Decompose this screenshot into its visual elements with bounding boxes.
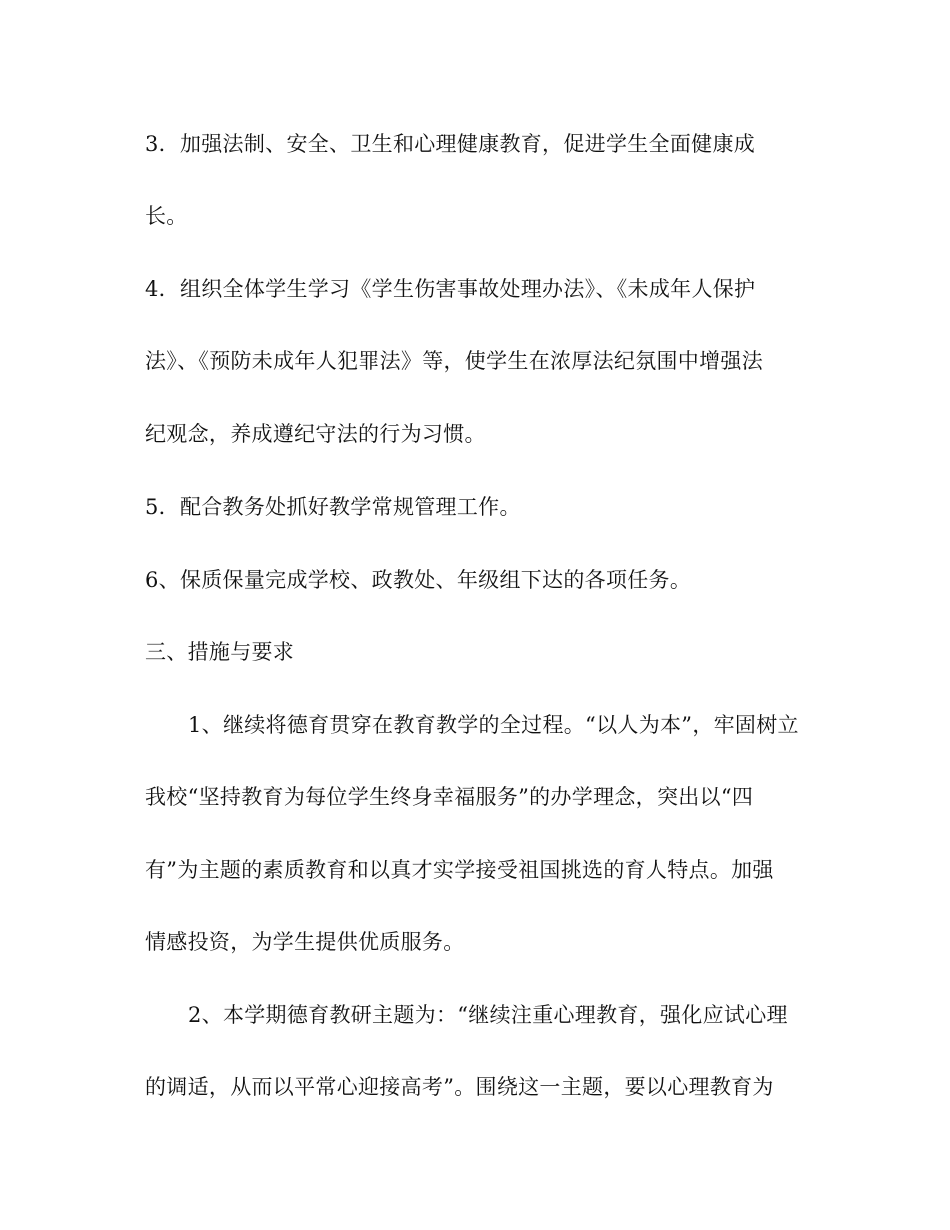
paragraph-line: 我校“坚持教育为每位学生终身幸福服务”的办学理念，突出以“四	[145, 785, 754, 809]
paragraph-line: 2、本学期德育教研主题为：“继续注重心理教育，强化应试心理	[188, 1003, 788, 1027]
paragraph-line: 法》、《预防未成年人犯罪法》等，使学生在浓厚法纪氛围中增强法	[145, 349, 763, 373]
section-heading: 三、措施与要求	[145, 640, 295, 664]
paragraph-line: 的调适，从而以平常心迎接高考”。围绕这一主题，要以心理教育为	[145, 1075, 774, 1099]
paragraph-line: 情感投资，为学生提供优质服务。	[145, 930, 465, 954]
paragraph-line: 3．加强法制、安全、卫生和心理健康教育，促进学生全面健康成	[145, 132, 756, 156]
paragraph-line: 长。	[145, 204, 188, 228]
paragraph-line: 有”为主题的素质教育和以真才实学接受祖国挑选的育人特点。加强	[145, 858, 774, 882]
paragraph-line: 1、继续将德育贯穿在教育教学的全过程。“以人为本”，牢固树立	[188, 713, 799, 737]
paragraph-line: 纪观念，养成遵纪守法的行为习惯。	[145, 422, 486, 446]
paragraph-line: 5．配合教务处抓好教学常规管理工作。	[145, 495, 521, 519]
paragraph-line: 4．组织全体学生学习《学生伤害事故处理办法》、《未成年人保护	[145, 277, 756, 301]
paragraph-line: 6、保质保量完成学校、政教处、年级组下达的各项任务。	[145, 568, 692, 592]
